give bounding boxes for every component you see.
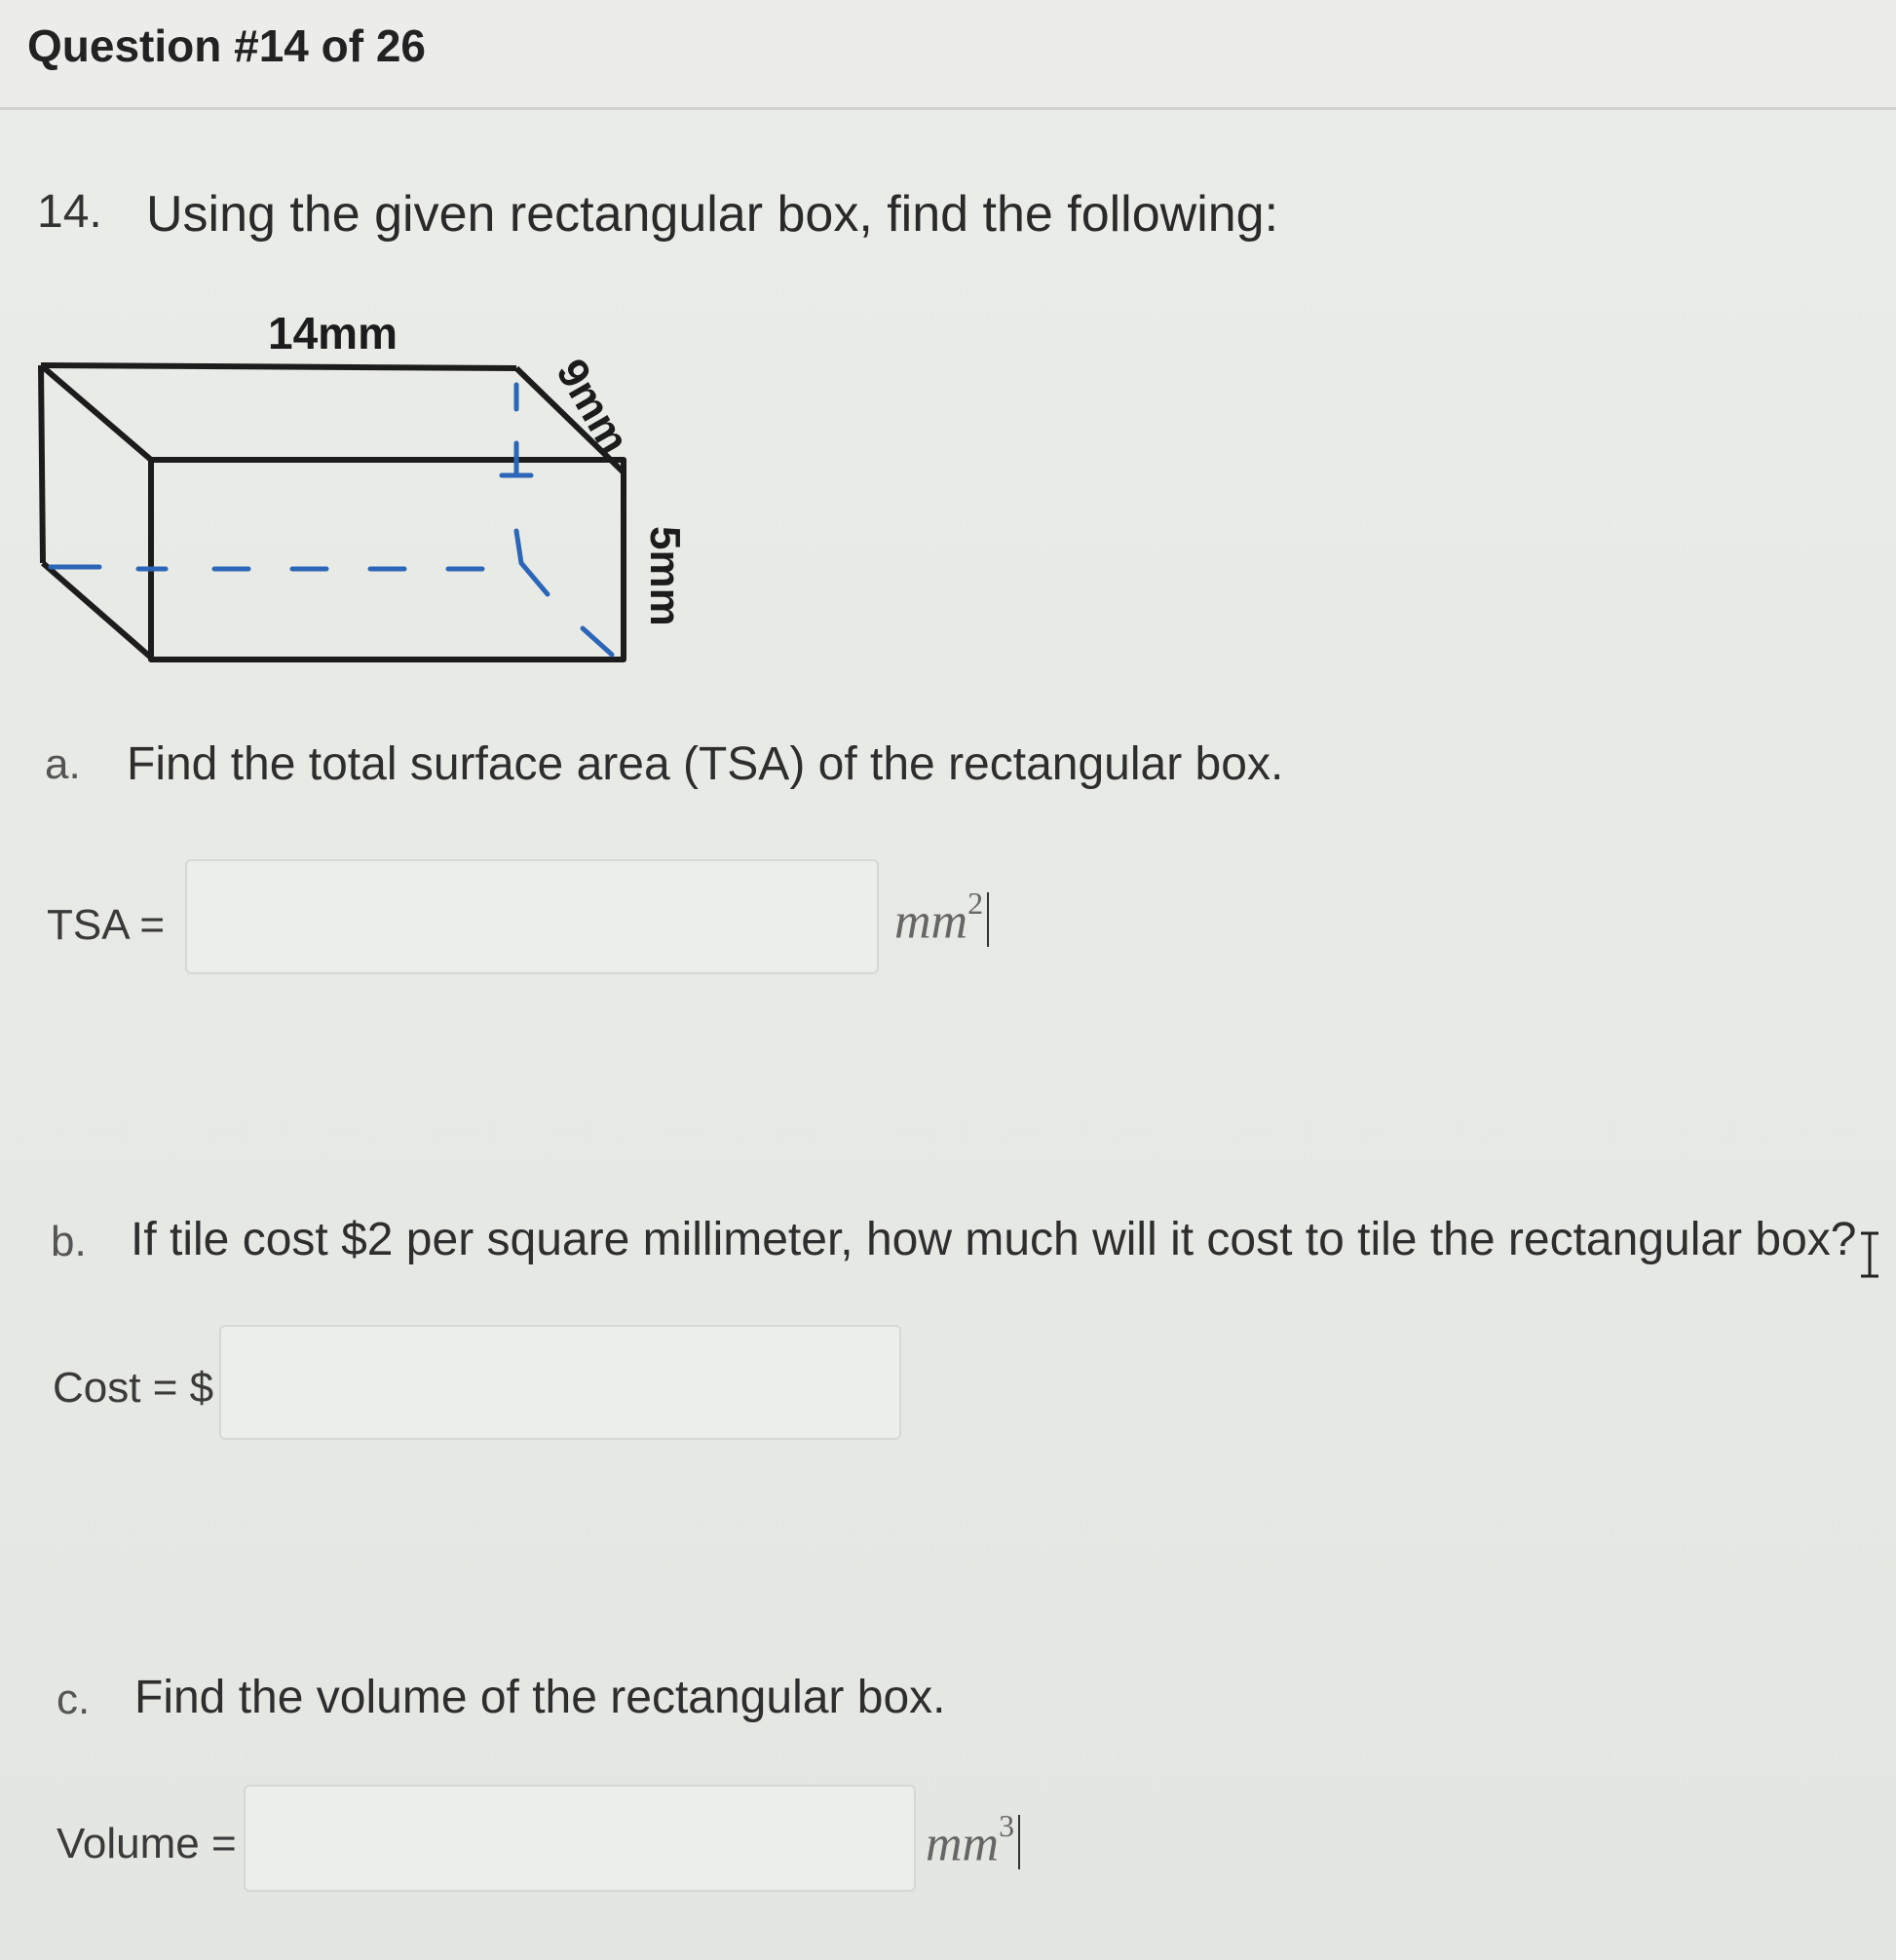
box-top-left-diagonal bbox=[41, 365, 151, 460]
cost-input[interactable] bbox=[219, 1325, 901, 1440]
text-cursor bbox=[987, 892, 989, 947]
part-b-prompt: If tile cost $2 per square millimeter, how much will it cost to tile the rectangular box? bbox=[131, 1214, 1857, 1265]
text-ibeam-cursor-icon bbox=[1857, 1229, 1882, 1280]
volume-unit-exponent: 3 bbox=[999, 1808, 1015, 1843]
question-header bbox=[0, 0, 1896, 110]
length-label: 14mm bbox=[268, 312, 398, 358]
volume-label: Volume = bbox=[57, 1820, 237, 1867]
cost-label: Cost = $ bbox=[53, 1364, 214, 1412]
box-back-top-edge bbox=[41, 365, 516, 368]
rectangular-box-figure bbox=[29, 312, 692, 682]
tsa-unit-text: mm bbox=[894, 893, 968, 950]
tsa-unit-exponent: 2 bbox=[967, 886, 984, 921]
tsa-label: TSA = bbox=[47, 901, 166, 949]
part-c-letter: c. bbox=[57, 1676, 91, 1723]
height-label: 5mm bbox=[641, 526, 689, 626]
part-a-prompt: Find the total surface area (TSA) of the rectangular box. bbox=[127, 738, 1284, 790]
tsa-input[interactable] bbox=[185, 859, 879, 974]
width-label: 9mm bbox=[547, 351, 639, 462]
tsa-unit bbox=[894, 886, 989, 950]
volume-input[interactable] bbox=[244, 1785, 916, 1892]
part-a-letter: a. bbox=[45, 740, 81, 788]
question-number: 14. bbox=[37, 186, 102, 238]
hidden-edge-dash bbox=[583, 628, 612, 655]
hidden-edge-dash bbox=[516, 531, 521, 563]
volume-unit-text: mm bbox=[926, 1816, 1000, 1872]
box-back-left-edge bbox=[41, 365, 43, 563]
question-prompt: Using the given rectangular box, find the following: bbox=[146, 186, 1279, 243]
box-front-face bbox=[151, 460, 624, 660]
text-cursor bbox=[1018, 1815, 1020, 1869]
part-c-prompt: Find the volume of the rectangular box. bbox=[134, 1672, 946, 1723]
part-b-letter: b. bbox=[51, 1218, 87, 1265]
hidden-edge-dash bbox=[521, 563, 548, 594]
box-bottom-left-diagonal bbox=[43, 563, 151, 658]
volume-unit bbox=[926, 1808, 1020, 1872]
question-counter: Question #14 of 26 bbox=[27, 20, 427, 71]
